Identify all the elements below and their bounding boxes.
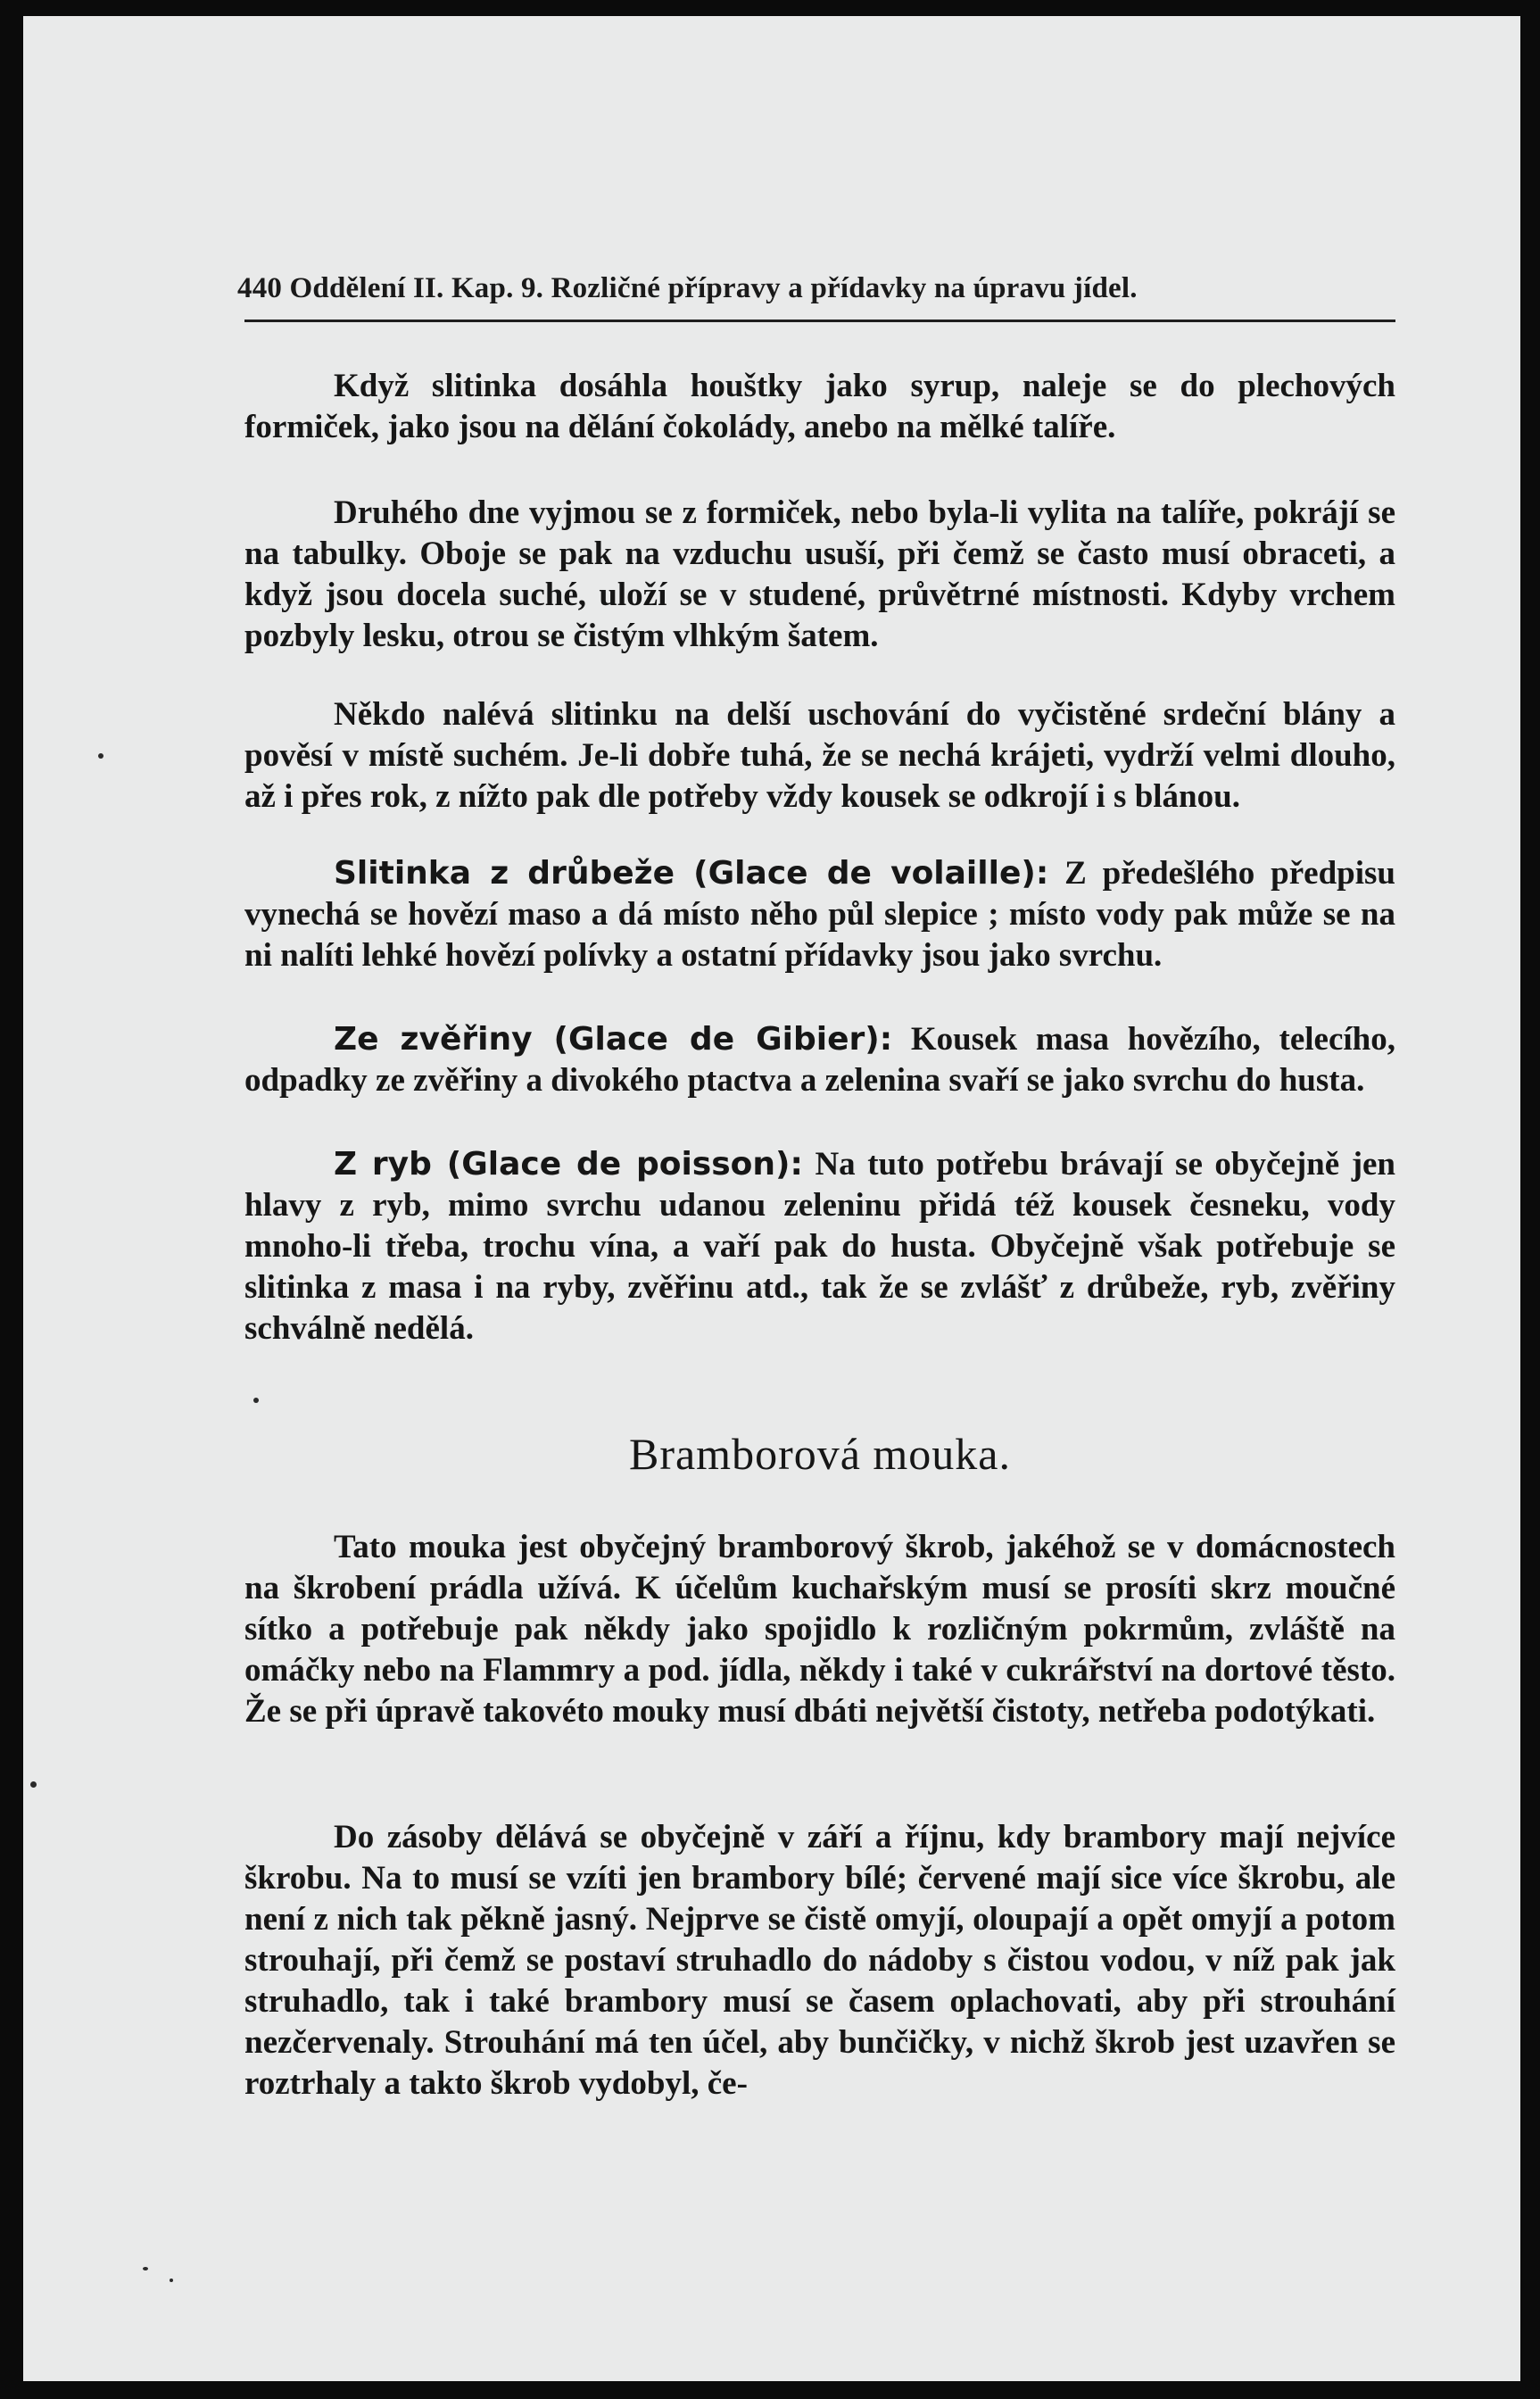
running-header: 440 Oddělení II. Kap. 9. Rozličné přípravy a přídavky na úpravu jídel. [237, 272, 1138, 304]
paragraph-section-1 [244, 1527, 1395, 1732]
scan-speck [253, 1398, 259, 1403]
scan-speck [30, 1781, 37, 1788]
paragraph-1 [244, 366, 1395, 448]
paragraph-2 [244, 493, 1395, 657]
header-rule [244, 320, 1395, 322]
scan-speck [170, 2279, 173, 2282]
paragraph-3-text: Někdo nalévá slitinku na delší uschování do vyčistěné srdeční blány a pověsí v místě suchém. Je-li dobře tuhá, že se nechá krájeti, vydrží velmi dlouho, až i přes rok, z nížto pak dle potřeby vždy kousek se odkrojí i s blánou. [244, 696, 1395, 815]
scan-speck [98, 753, 103, 759]
paragraph-glace-volaille-text: Z předešlého předpisu vynechá se hovězí maso a dá místo něho půl slepice ; místo vody pak může se na ni nalíti lehké hovězí polívky a ostatní přídavky jsou jako svrchu. [244, 855, 1395, 974]
paragraph-1-text: Když slitinka dosáhla houštky jako syrup, naleje se do plechových formiček, jako jsou na dělání čokolády, anebo na mělké talíře. [244, 368, 1395, 445]
scan-speck [143, 2267, 148, 2270]
paragraph-3 [244, 694, 1395, 818]
paragraph-2-text: Druhého dne vyjmou se z formiček, nebo byla-li vylita na talíře, pokrájí se na tabulky. Oboje se pak na vzduchu usuší, při čemž se často musí obraceti, a když jsou docela suché, uloží se v studené, průvětrné místnosti. Kdyby vrchem pozbyly lesku, otrou se čistým vlhkým šatem. [244, 494, 1395, 654]
section-title: Bramborová mouka. [628, 1429, 1011, 1479]
book-page [23, 16, 1520, 2381]
subheading-glace-gibier: Ze zvěřiny (Glace de Gibier): [334, 1021, 893, 1058]
paragraph-glace-gibier [244, 1019, 1395, 1101]
paragraph-glace-poisson [244, 1144, 1395, 1349]
subheading-glace-volaille: Slitinka z drůbeže (Glace de volaille): [334, 855, 1049, 892]
paragraph-section-2-text: Do zásoby dělává se obyčejně v září a říjnu, kdy brambory mají nejvíce škrobu. Na to musí se vzíti jen brambory bílé; červené mají sice více škrobu, ale není z nich tak pěkně jasný. Nejprve se čistě omyjí, oloupají a opět omyjí a potom strouhají, při čemž se postaví struhadlo do nádoby s čistou vodou, v níž pak jak struhadlo, tak i také brambory musí se časem oplachovati, aby při strouhání nezčervenaly. Strouhání má ten účel, aby bunčičky, v nichž škrob jest uzavřen se roztrhaly a takto škrob vydobyl, če- [244, 1819, 1395, 2102]
paragraph-glace-volaille [244, 853, 1395, 976]
subheading-glace-poisson: Z ryb (Glace de poisson): [334, 1146, 803, 1183]
paragraph-section-2 [244, 1817, 1395, 2104]
paragraph-glace-poisson-text: Na tuto potřebu brávají se obyčejně jen hlavy z ryb, mimo svrchu udanou zeleninu přidá též kousek česneku, vody mnoho-li třeba, trochu vína, a vaří pak do husta. Obyčejně však potřebuje se slitinka z masa i na ryby, zvěřinu atd., tak že se zvlášť z drůbeže, ryb, zvěřiny schválně nedělá. [244, 1146, 1396, 1347]
paragraph-section-1-text: Tato mouka jest obyčejný bramborový škrob, jakéhož se v domácnostech na škrobení prádla užívá. K účelům kuchařským musí se prosíti skrz moučné sítko a potřebuje pak někdy jako spojidlo k rozličným pokrmům, zvláště na omáčky nebo na Flammry a pod. jídla, někdy i také v cukrářství na dortové těsto. Že se při úpravě takovéto mouky musí dbáti největší čistoty, netřeba podotýkati. [244, 1529, 1395, 1730]
paragraph-glace-gibier-text: Kousek masa hovězího, telecího, odpadky ze zvěřiny a divokého ptactva a zelenina svaří se jako svrchu do husta. [244, 1021, 1395, 1099]
